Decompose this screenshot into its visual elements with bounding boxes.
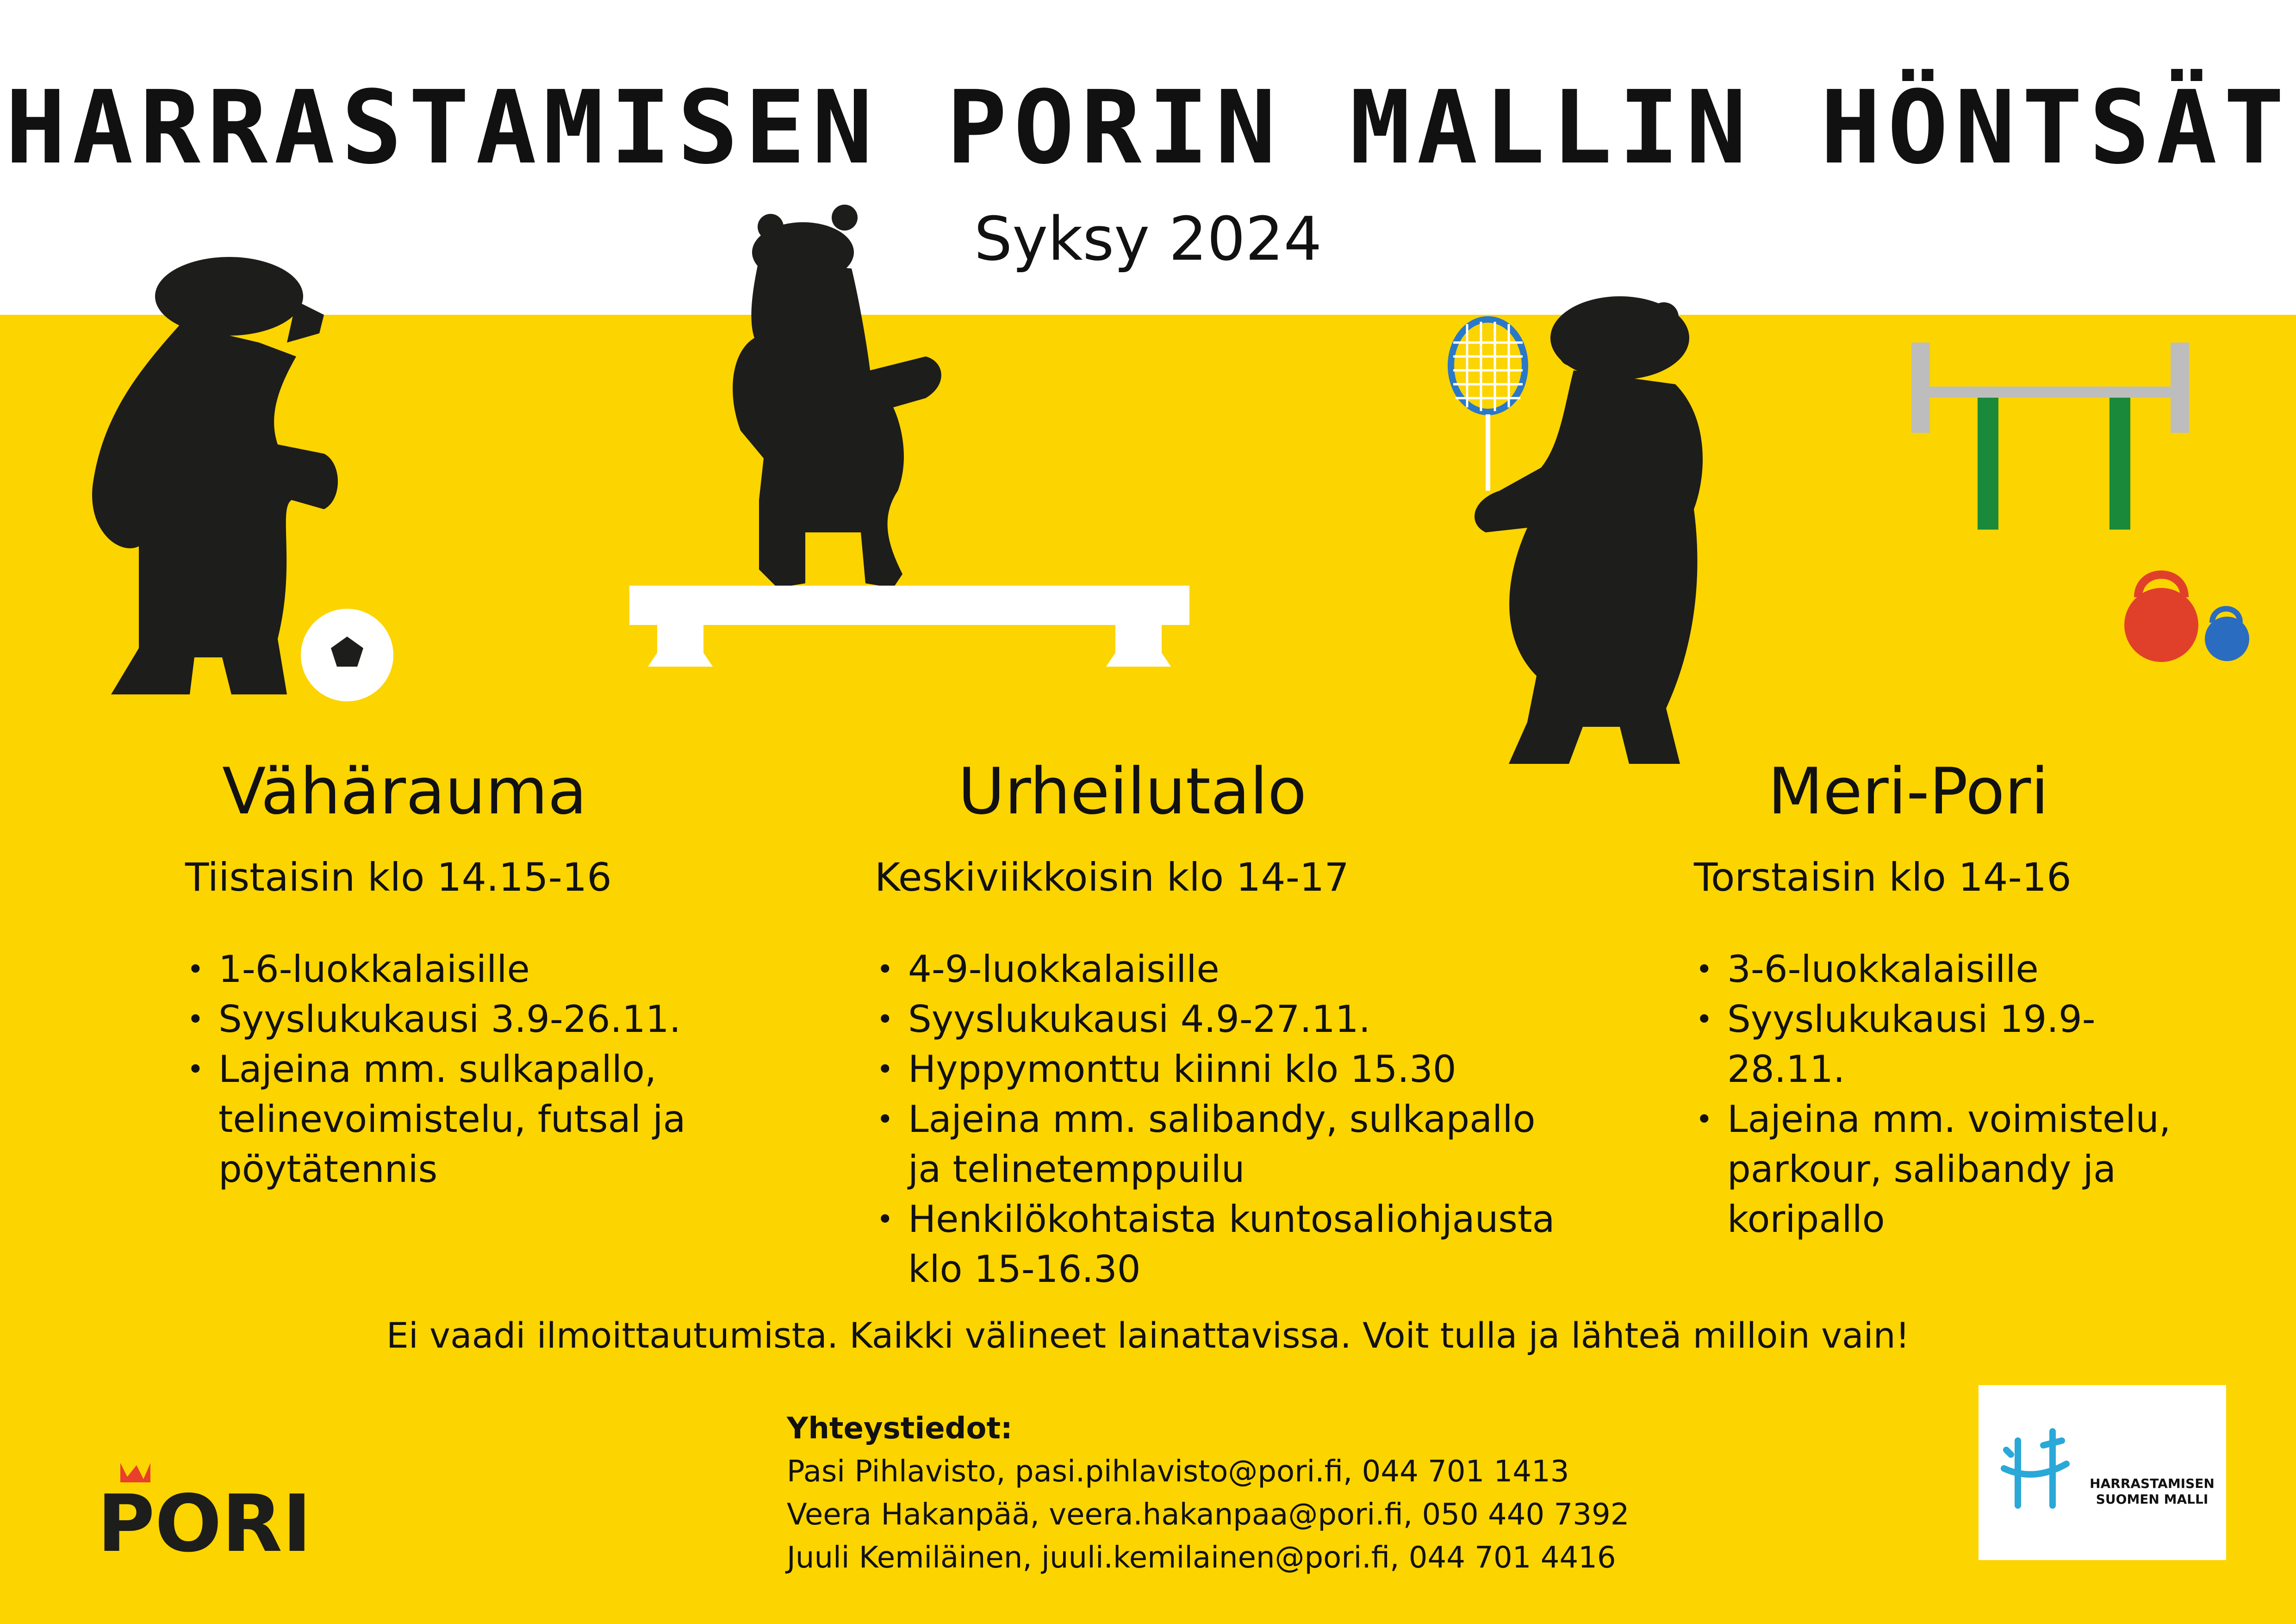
bear-with-ball-icon [92, 257, 338, 694]
pori-logo [97, 1458, 403, 1560]
bear-on-bench-icon [733, 205, 941, 588]
pori-wordmark: PORI [97, 1478, 312, 1560]
list-item: • Syyslukukausi 4.9-27.11. [875, 994, 1569, 1044]
page-subtitle: Syksy 2024 [974, 204, 1322, 274]
contact-line: Veera Hakanpää, veera.hakanpaa@pori.fi, 050 440 7392 [787, 1498, 1630, 1532]
contact-info [787, 1407, 1629, 1580]
contact-heading: Yhteystiedot: [787, 1412, 1013, 1446]
bullet-list [875, 944, 1569, 1294]
kettlebells-icon [2124, 575, 2249, 662]
racket-icon [1451, 319, 1525, 491]
hsm-figures-icon [1997, 1422, 2076, 1515]
list-item: • Lajeina mm. voimistelu, parkour, salibandy ja koripallo [1694, 1094, 2212, 1244]
illustrations [0, 0, 2296, 787]
location-name: Meri-Pori [1768, 754, 2049, 829]
contact-line: Pasi Pihlavisto, pasi.pihlavisto@pori.fi, 044 701 1413 [787, 1455, 1569, 1489]
location-name: Vähärauma [222, 754, 587, 829]
soccer-ball-icon [301, 609, 393, 701]
page-title: HARRASTAMISEN PORIN MALLIN HÖNTSÄT [5, 69, 2291, 187]
list-item: • 3-6-luokkalaisille [1694, 944, 2212, 994]
location-column-urheilutalo [875, 750, 1569, 1294]
hsm-logo [1979, 1385, 2226, 1560]
hsm-line-2: SUOMEN MALLI [2096, 1492, 2209, 1507]
bench-icon [629, 586, 1189, 667]
hsm-wordmark [2083, 1476, 2221, 1507]
list-item: • Syyslukukausi 3.9-26.11. [185, 994, 717, 1044]
list-item: • Hyppymonttu kiinni klo 15.30 [875, 1044, 1569, 1094]
list-item: • Lajeina mm. sulkapallo, telinevoimistelu, futsal ja pöytätennis [185, 1044, 717, 1194]
list-item: • Syyslukukausi 19.9-28.11. [1694, 994, 2212, 1094]
location-time: Keskiviikkoisin klo 14-17 [875, 855, 1349, 900]
location-time: Torstaisin klo 14-16 [1694, 855, 2072, 900]
location-time: Tiistaisin klo 14.15-16 [185, 855, 612, 900]
location-column-vaharauma [185, 750, 717, 1194]
location-name: Urheilutalo [958, 754, 1307, 829]
list-item: • Lajeina mm. salibandy, sulkapallo ja telinetemppuilu [875, 1094, 1569, 1194]
hsm-line-1: HARRASTAMISEN [2090, 1476, 2215, 1491]
list-item: • 4-9-luokkalaisille [875, 944, 1569, 994]
list-item: • Henkilökohtaista kuntosaliohjausta klo 15-16.30 [875, 1194, 1569, 1294]
info-note: Ei vaadi ilmoittautumista. Kaikki välineet lainattavissa. Voit tulla ja lähteä milloin vain! [386, 1315, 1910, 1356]
bullet-list [185, 944, 717, 1194]
gym-bar-icon [1911, 343, 2189, 530]
location-column-meri-pori [1694, 750, 2212, 1244]
list-item: • 1-6-luokkalaisille [185, 944, 717, 994]
contact-line: Juuli Kemiläinen, juuli.kemilainen@pori.fi, 044 701 4416 [787, 1541, 1616, 1575]
bullet-list [1694, 944, 2212, 1244]
